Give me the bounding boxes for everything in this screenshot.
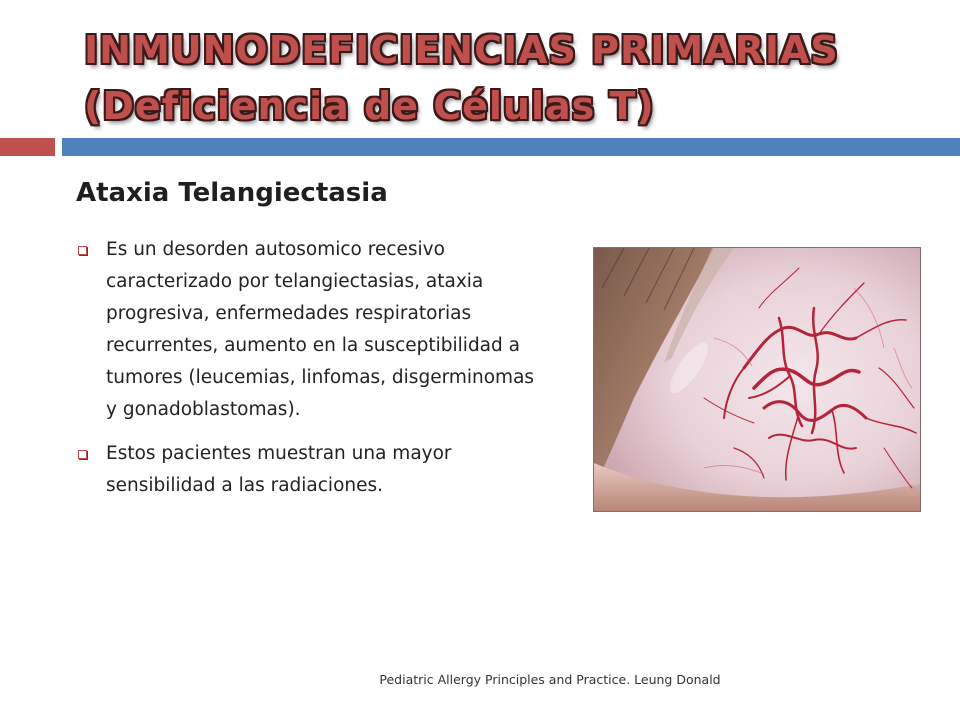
accent-bar-red <box>0 138 55 156</box>
conjunctival-telangiectasia-photo <box>593 247 921 512</box>
slide-title <box>84 22 884 134</box>
bullet-text: Es un desorden autosomico recesivo caracterizado por telangiectasias, ataxia progresiva, enfermedades respiratorias recurrentes, aumento en la susceptibilidad a tumores (leucemias, linfomas, disgerminomas y gonadoblastomas). <box>106 239 535 420</box>
square-bullet-icon <box>78 450 87 459</box>
bullet-item <box>76 234 546 426</box>
title-line-1: INMUNODEFICIENCIAS PRIMARIAS <box>84 28 839 72</box>
bullet-text: Estos pacientes muestran una mayor sensibilidad a las radiaciones. <box>106 443 452 496</box>
square-bullet-icon <box>78 246 87 255</box>
title-line-2: (Deficiencia de Células T) <box>84 84 655 128</box>
bullet-item <box>76 438 546 502</box>
slide-footer-citation: Pediatric Allergy Principles and Practice. Leung Donald <box>379 672 721 687</box>
accent-bar-blue <box>62 138 960 156</box>
bullet-list <box>76 234 546 514</box>
slide-subtitle: Ataxia Telangiectasia <box>76 178 388 208</box>
